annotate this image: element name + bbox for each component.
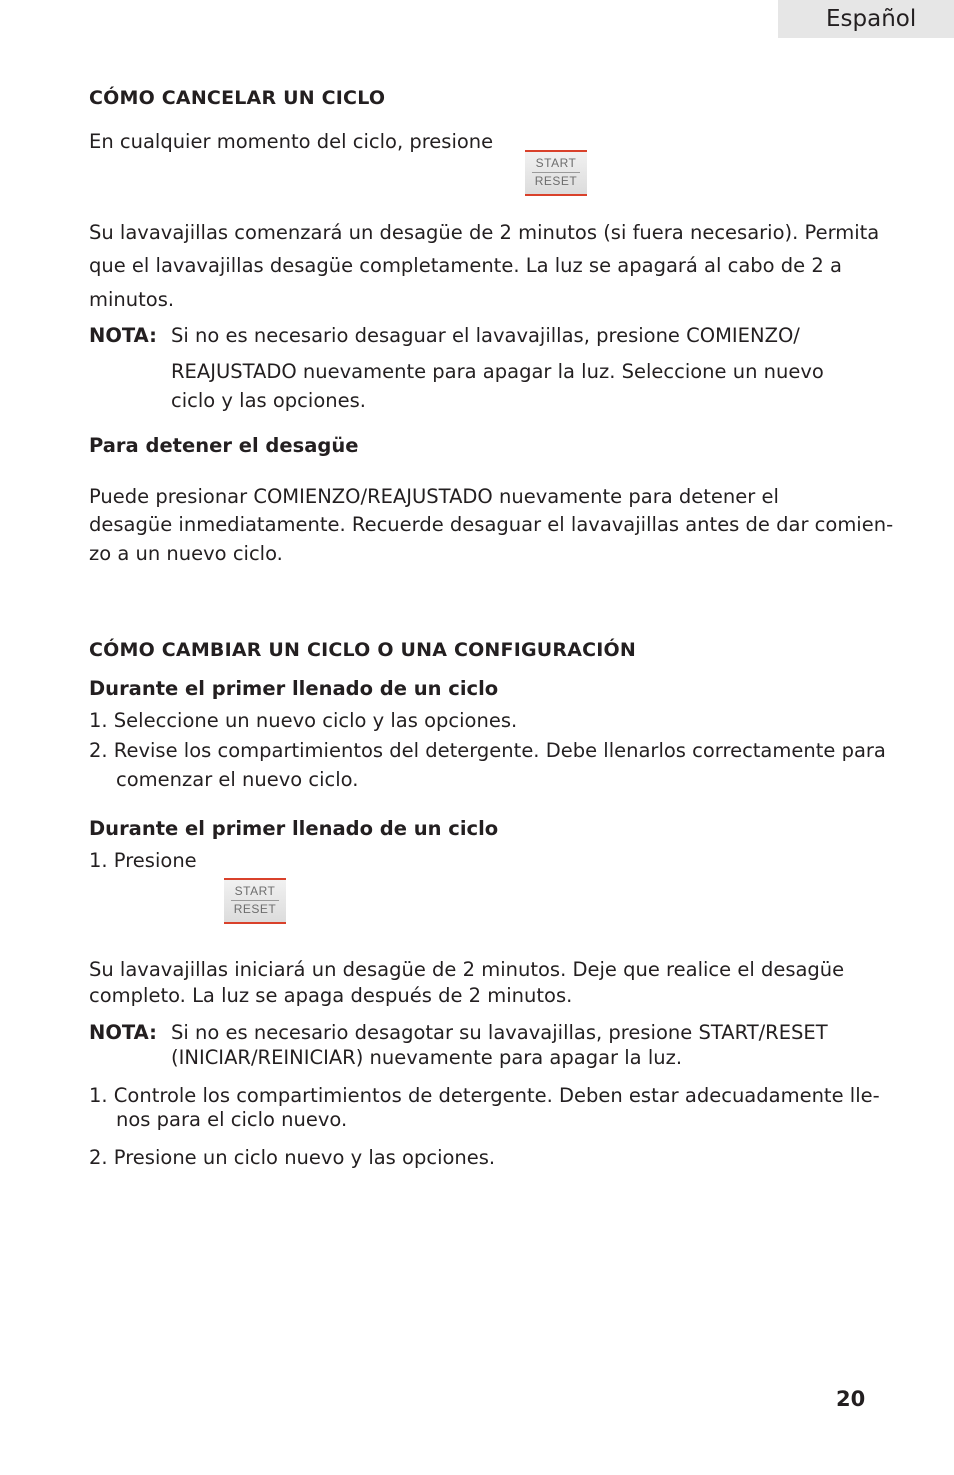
drain-para-line: completo. La luz se apaga después de 2 minutos.: [89, 984, 573, 1007]
reset-label: RESET: [233, 902, 277, 916]
start-reset-button-icon: [224, 878, 286, 924]
list-item: 2. Presione un ciclo nuevo y las opciones.: [89, 1146, 496, 1169]
list-item: 1. Controle los compartimientos de detergente. Deben estar adecuadamente lle-: [89, 1084, 880, 1107]
section-title-cancel-cycle: CÓMO CANCELAR UN CICLO: [89, 87, 386, 109]
cancel-para-line: que el lavavajillas desagüe completamente. La luz se apagará al cabo de 2 a: [89, 254, 842, 277]
note-line: (INICIAR/REINICIAR) nuevamente para apagar la luz.: [171, 1046, 683, 1069]
reset-label: RESET: [534, 174, 578, 188]
list-item: 2. Revise los compartimientos del detergente. Debe llenarlos correctamente para: [89, 739, 886, 762]
cancel-para-line: Su lavavajillas comenzará un desagüe de 2 minutos (si fuera necesario). Permita: [89, 221, 880, 244]
start-reset-button-icon: [525, 150, 587, 196]
cancel-para-line: minutos.: [89, 288, 175, 311]
start-label: START: [535, 156, 577, 170]
page-number: 20: [836, 1387, 866, 1411]
subsection-title: Durante el primer llenado de un ciclo: [89, 677, 499, 700]
drain-para-line: Su lavavajillas iniciará un desagüe de 2 minutos. Deje que realice el desagüe: [89, 958, 845, 981]
note-line: Si no es necesario desagotar su lavavajillas, presione START/RESET: [171, 1021, 828, 1044]
note-line: Si no es necesario desaguar el lavavajillas, presione COMIENZO/: [171, 324, 800, 347]
stop-drain-title: Para detener el desagüe: [89, 434, 359, 457]
note-line: ciclo y las opciones.: [171, 389, 366, 412]
note-line: REAJUSTADO nuevamente para apagar la luz. Seleccione un nuevo: [171, 360, 824, 383]
stop-drain-line: Puede presionar COMIENZO/REAJUSTADO nuevamente para detener el: [89, 485, 779, 508]
start-label: START: [234, 884, 276, 898]
section-title-change-cycle: CÓMO CAMBIAR UN CICLO O UNA CONFIGURACIÓN: [89, 639, 637, 661]
note-label: NOTA:: [89, 1021, 157, 1044]
note-label: NOTA:: [89, 324, 157, 347]
stop-drain-line: desagüe inmediatamente. Recuerde desaguar el lavavajillas antes de dar comien-: [89, 513, 894, 536]
list-item: 1. Seleccione un nuevo ciclo y las opciones.: [89, 709, 518, 732]
list-item-continuation: comenzar el nuevo ciclo.: [116, 768, 359, 791]
language-label: Español: [826, 6, 917, 32]
stop-drain-line: zo a un nuevo ciclo.: [89, 542, 283, 565]
list-item: 1. Presione: [89, 849, 197, 872]
cancel-intro-text: En cualquier momento del ciclo, presione: [89, 130, 494, 153]
list-item-continuation: nos para el ciclo nuevo.: [116, 1108, 348, 1131]
subsection-title: Durante el primer llenado de un ciclo: [89, 817, 499, 840]
